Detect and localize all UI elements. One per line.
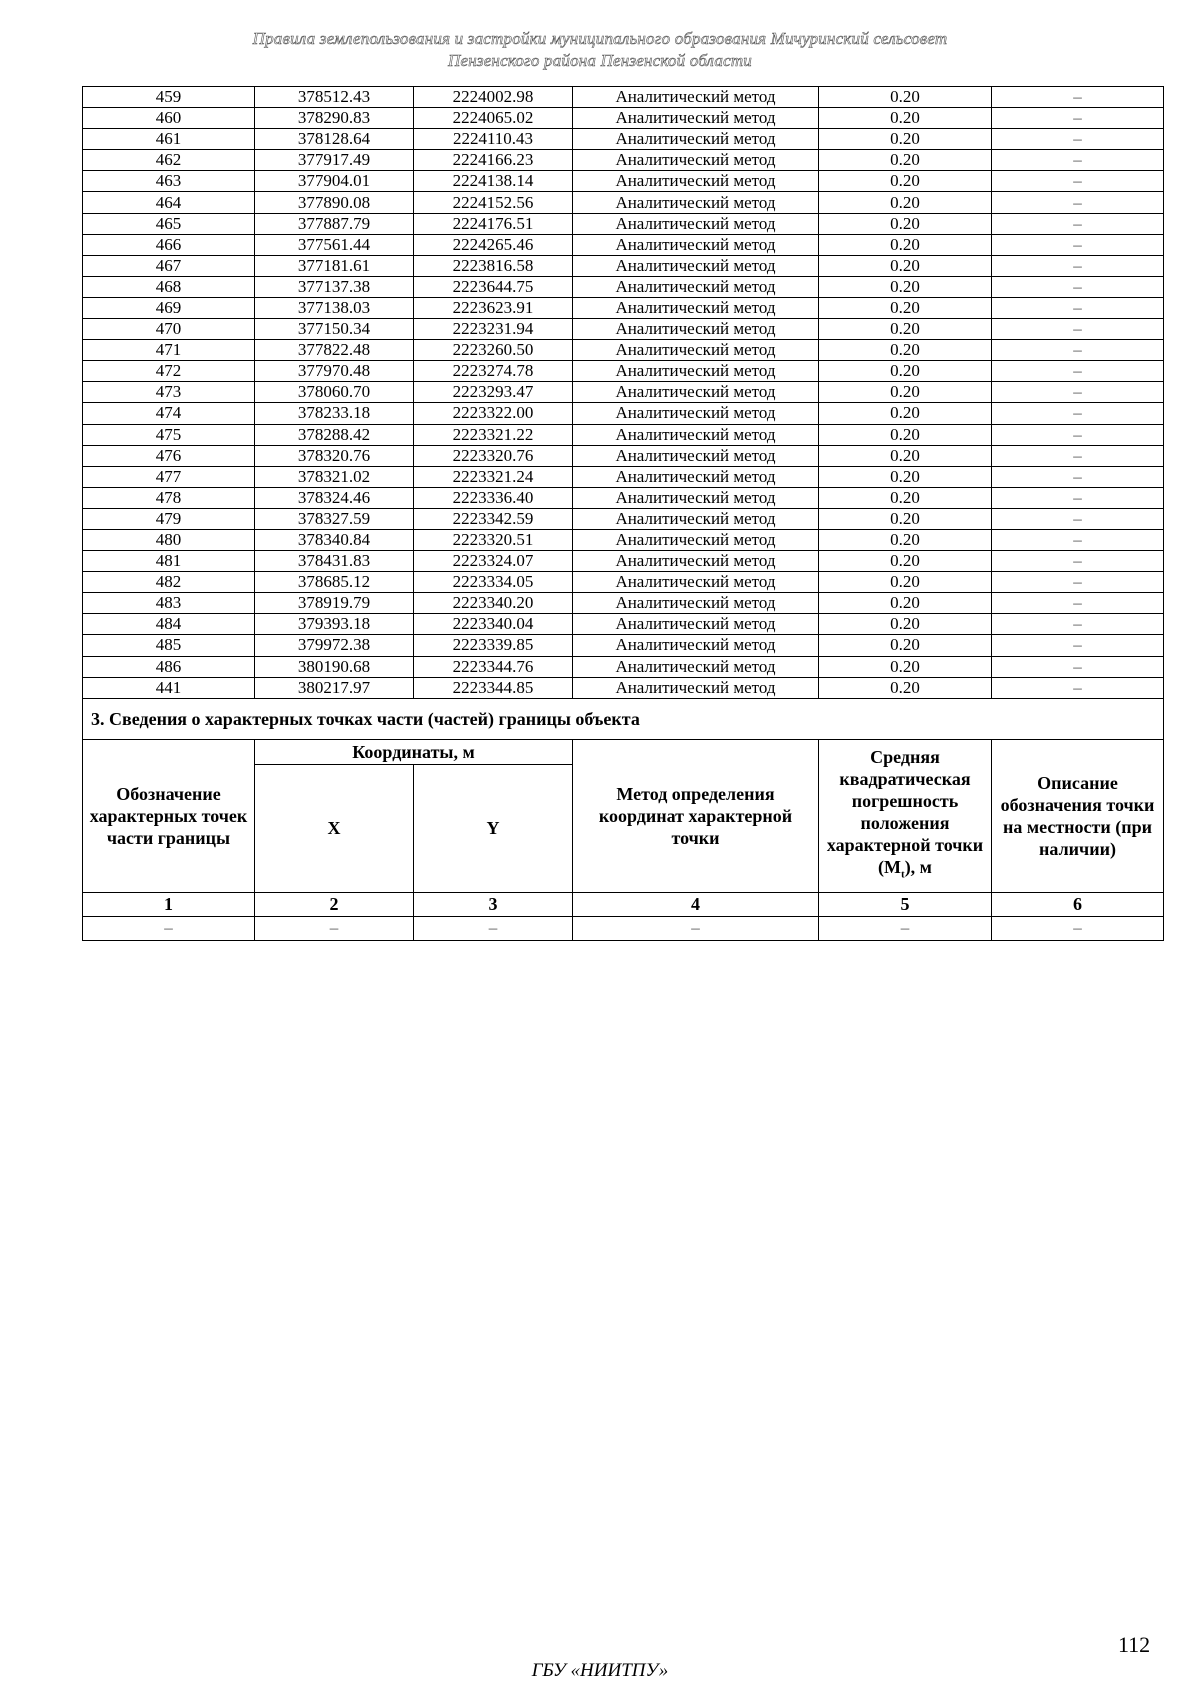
error-cell: 0.20 bbox=[819, 424, 992, 445]
method-cell: Аналитический метод bbox=[573, 424, 819, 445]
x-coordinate-cell: 378290.83 bbox=[255, 108, 414, 129]
error-cell: 0.20 bbox=[819, 276, 992, 297]
y-coordinate-cell: 2223340.20 bbox=[414, 593, 573, 614]
error-cell: 0.20 bbox=[819, 572, 992, 593]
x-coordinate-cell: 377890.08 bbox=[255, 192, 414, 213]
table-row bbox=[83, 656, 1164, 677]
description-cell: – bbox=[992, 487, 1164, 508]
x-coordinate-cell: 377822.48 bbox=[255, 340, 414, 361]
x-coordinate-cell: 380190.68 bbox=[255, 656, 414, 677]
page-footer: ГБУ «НИИТПУ» bbox=[531, 1660, 669, 1681]
description-cell: – bbox=[992, 572, 1164, 593]
point-number-cell: 465 bbox=[83, 213, 255, 234]
description-cell: – bbox=[992, 150, 1164, 171]
table-row bbox=[83, 171, 1164, 192]
method-cell: Аналитический метод bbox=[573, 361, 819, 382]
point-number-cell: 481 bbox=[83, 551, 255, 572]
point-number-cell: 466 bbox=[83, 234, 255, 255]
coordinates-rows bbox=[83, 87, 1164, 699]
x-coordinate-cell: 377137.38 bbox=[255, 276, 414, 297]
table-row bbox=[83, 635, 1164, 656]
x-coordinate-cell: 379972.38 bbox=[255, 635, 414, 656]
header-coordinates: Координаты, м bbox=[255, 739, 573, 764]
error-cell: 0.20 bbox=[819, 635, 992, 656]
y-coordinate-cell: 2224138.14 bbox=[414, 171, 573, 192]
x-coordinate-cell: 379393.18 bbox=[255, 614, 414, 635]
description-cell: – bbox=[992, 593, 1164, 614]
method-cell: Аналитический метод bbox=[573, 129, 819, 150]
error-cell: 0.20 bbox=[819, 677, 992, 698]
column-number: 6 bbox=[992, 892, 1164, 916]
error-cell: 0.20 bbox=[819, 171, 992, 192]
description-cell: – bbox=[992, 255, 1164, 276]
point-number-cell: 485 bbox=[83, 635, 255, 656]
method-cell: Аналитический метод bbox=[573, 192, 819, 213]
x-coordinate-cell: 377917.49 bbox=[255, 150, 414, 171]
point-number-cell: 460 bbox=[83, 108, 255, 129]
y-coordinate-cell: 2223623.91 bbox=[414, 297, 573, 318]
description-cell: – bbox=[992, 234, 1164, 255]
method-cell: Аналитический метод bbox=[573, 551, 819, 572]
table-row bbox=[83, 593, 1164, 614]
header-description: Описание обозначения точки на местности (при наличии) bbox=[992, 739, 1164, 892]
point-number-cell: 483 bbox=[83, 593, 255, 614]
point-number-cell: 480 bbox=[83, 529, 255, 550]
table-row bbox=[83, 213, 1164, 234]
point-number-cell: 474 bbox=[83, 403, 255, 424]
point-number-cell: 468 bbox=[83, 276, 255, 297]
table-row bbox=[83, 255, 1164, 276]
section-3 bbox=[83, 698, 1164, 940]
method-cell: Аналитический метод bbox=[573, 87, 819, 108]
y-coordinate-cell: 2223293.47 bbox=[414, 382, 573, 403]
header-line-1: Правила землепользования и застройки муниципального образования Мичуринский сельсовет bbox=[252, 29, 948, 48]
description-cell: – bbox=[992, 424, 1164, 445]
x-coordinate-cell: 378288.42 bbox=[255, 424, 414, 445]
x-coordinate-cell: 377970.48 bbox=[255, 361, 414, 382]
point-number-cell: 463 bbox=[83, 171, 255, 192]
description-cell: – bbox=[992, 361, 1164, 382]
column-number: 4 bbox=[573, 892, 819, 916]
error-cell: 0.20 bbox=[819, 403, 992, 424]
table-row bbox=[83, 487, 1164, 508]
description-cell: – bbox=[992, 635, 1164, 656]
description-cell: – bbox=[992, 382, 1164, 403]
error-cell: 0.20 bbox=[819, 508, 992, 529]
error-cell: 0.20 bbox=[819, 382, 992, 403]
x-coordinate-cell: 378324.46 bbox=[255, 487, 414, 508]
y-coordinate-cell: 2223342.59 bbox=[414, 508, 573, 529]
empty-cell: – bbox=[992, 916, 1164, 940]
error-cell: 0.20 bbox=[819, 466, 992, 487]
error-cell: 0.20 bbox=[819, 297, 992, 318]
empty-cell: – bbox=[83, 916, 255, 940]
x-coordinate-cell: 377181.61 bbox=[255, 255, 414, 276]
header-line-2: Пензенского района Пензенской области bbox=[448, 51, 752, 70]
table-row bbox=[83, 551, 1164, 572]
section-3-title: 3. Сведения о характерных точках части (частей) границы объекта bbox=[83, 698, 1164, 739]
column-number: 5 bbox=[819, 892, 992, 916]
method-cell: Аналитический метод bbox=[573, 614, 819, 635]
method-cell: Аналитический метод bbox=[573, 319, 819, 340]
x-coordinate-cell: 378060.70 bbox=[255, 382, 414, 403]
table-row bbox=[83, 382, 1164, 403]
y-coordinate-cell: 2223334.05 bbox=[414, 572, 573, 593]
method-cell: Аналитический метод bbox=[573, 635, 819, 656]
point-number-cell: 473 bbox=[83, 382, 255, 403]
y-coordinate-cell: 2224152.56 bbox=[414, 192, 573, 213]
header-method: Метод определения координат характерной точки bbox=[573, 739, 819, 892]
x-coordinate-cell: 378327.59 bbox=[255, 508, 414, 529]
error-cell: 0.20 bbox=[819, 108, 992, 129]
point-number-cell: 464 bbox=[83, 192, 255, 213]
description-cell: – bbox=[992, 297, 1164, 318]
method-cell: Аналитический метод bbox=[573, 213, 819, 234]
empty-cell: – bbox=[819, 916, 992, 940]
header-error bbox=[819, 739, 992, 892]
method-cell: Аналитический метод bbox=[573, 529, 819, 550]
error-cell: 0.20 bbox=[819, 234, 992, 255]
column-number: 1 bbox=[83, 892, 255, 916]
description-cell: – bbox=[992, 677, 1164, 698]
error-cell: 0.20 bbox=[819, 445, 992, 466]
point-number-cell: 484 bbox=[83, 614, 255, 635]
error-cell: 0.20 bbox=[819, 319, 992, 340]
method-cell: Аналитический метод bbox=[573, 382, 819, 403]
error-cell: 0.20 bbox=[819, 150, 992, 171]
x-coordinate-cell: 378431.83 bbox=[255, 551, 414, 572]
error-cell: 0.20 bbox=[819, 255, 992, 276]
error-cell: 0.20 bbox=[819, 87, 992, 108]
method-cell: Аналитический метод bbox=[573, 403, 819, 424]
x-coordinate-cell: 377138.03 bbox=[255, 297, 414, 318]
error-cell: 0.20 bbox=[819, 340, 992, 361]
x-coordinate-cell: 378128.64 bbox=[255, 129, 414, 150]
column-number: 3 bbox=[414, 892, 573, 916]
point-number-cell: 467 bbox=[83, 255, 255, 276]
method-cell: Аналитический метод bbox=[573, 572, 819, 593]
table-row bbox=[83, 108, 1164, 129]
table-row bbox=[83, 150, 1164, 171]
description-cell: – bbox=[992, 466, 1164, 487]
y-coordinate-cell: 2224166.23 bbox=[414, 150, 573, 171]
y-coordinate-cell: 2223644.75 bbox=[414, 276, 573, 297]
table-row bbox=[83, 129, 1164, 150]
point-number-cell: 472 bbox=[83, 361, 255, 382]
description-cell: – bbox=[992, 445, 1164, 466]
table-row bbox=[83, 466, 1164, 487]
point-number-cell: 476 bbox=[83, 445, 255, 466]
coordinates-table bbox=[82, 86, 1164, 941]
y-coordinate-cell: 2223231.94 bbox=[414, 319, 573, 340]
page-number: 112 bbox=[1118, 1632, 1151, 1657]
header-error-subscript: t bbox=[901, 868, 905, 881]
description-cell: – bbox=[992, 319, 1164, 340]
table-row bbox=[83, 677, 1164, 698]
description-cell: – bbox=[992, 108, 1164, 129]
header-error-text: Средняя квадратическая погрешность положения характерной точки (M bbox=[826, 746, 984, 877]
table-row bbox=[83, 572, 1164, 593]
description-cell: – bbox=[992, 403, 1164, 424]
y-coordinate-cell: 2223344.76 bbox=[414, 656, 573, 677]
point-number-cell: 475 bbox=[83, 424, 255, 445]
y-coordinate-cell: 2223340.04 bbox=[414, 614, 573, 635]
point-number-cell: 462 bbox=[83, 150, 255, 171]
method-cell: Аналитический метод bbox=[573, 466, 819, 487]
table-row bbox=[83, 614, 1164, 635]
description-cell: – bbox=[992, 508, 1164, 529]
table-row bbox=[83, 361, 1164, 382]
x-coordinate-cell: 377887.79 bbox=[255, 213, 414, 234]
y-coordinate-cell: 2223320.76 bbox=[414, 445, 573, 466]
table-row bbox=[83, 319, 1164, 340]
method-cell: Аналитический метод bbox=[573, 234, 819, 255]
method-cell: Аналитический метод bbox=[573, 108, 819, 129]
description-cell: – bbox=[992, 529, 1164, 550]
point-number-cell: 461 bbox=[83, 129, 255, 150]
description-cell: – bbox=[992, 171, 1164, 192]
y-coordinate-cell: 2224176.51 bbox=[414, 213, 573, 234]
error-cell: 0.20 bbox=[819, 551, 992, 572]
point-number-cell: 471 bbox=[83, 340, 255, 361]
y-coordinate-cell: 2223320.51 bbox=[414, 529, 573, 550]
header-x: X bbox=[255, 764, 414, 892]
method-cell: Аналитический метод bbox=[573, 255, 819, 276]
y-coordinate-cell: 2223321.24 bbox=[414, 466, 573, 487]
error-cell: 0.20 bbox=[819, 593, 992, 614]
description-cell: – bbox=[992, 213, 1164, 234]
table-row bbox=[83, 403, 1164, 424]
error-cell: 0.20 bbox=[819, 529, 992, 550]
method-cell: Аналитический метод bbox=[573, 276, 819, 297]
point-number-cell: 478 bbox=[83, 487, 255, 508]
table-row bbox=[83, 297, 1164, 318]
header-y: Y bbox=[414, 764, 573, 892]
x-coordinate-cell: 377150.34 bbox=[255, 319, 414, 340]
x-coordinate-cell: 378321.02 bbox=[255, 466, 414, 487]
description-cell: – bbox=[992, 656, 1164, 677]
method-cell: Аналитический метод bbox=[573, 593, 819, 614]
error-cell: 0.20 bbox=[819, 614, 992, 635]
y-coordinate-cell: 2223344.85 bbox=[414, 677, 573, 698]
y-coordinate-cell: 2223321.22 bbox=[414, 424, 573, 445]
header-point-designation: Обозначение характерных точек части границы bbox=[83, 739, 255, 892]
y-coordinate-cell: 2223274.78 bbox=[414, 361, 573, 382]
description-cell: – bbox=[992, 129, 1164, 150]
page-header bbox=[0, 28, 1200, 72]
method-cell: Аналитический метод bbox=[573, 445, 819, 466]
method-cell: Аналитический метод bbox=[573, 340, 819, 361]
error-cell: 0.20 bbox=[819, 487, 992, 508]
x-coordinate-cell: 380217.97 bbox=[255, 677, 414, 698]
method-cell: Аналитический метод bbox=[573, 171, 819, 192]
x-coordinate-cell: 378512.43 bbox=[255, 87, 414, 108]
y-coordinate-cell: 2223324.07 bbox=[414, 551, 573, 572]
table-row bbox=[83, 508, 1164, 529]
y-coordinate-cell: 2223336.40 bbox=[414, 487, 573, 508]
method-cell: Аналитический метод bbox=[573, 487, 819, 508]
description-cell: – bbox=[992, 87, 1164, 108]
y-coordinate-cell: 2223260.50 bbox=[414, 340, 573, 361]
x-coordinate-cell: 378320.76 bbox=[255, 445, 414, 466]
description-cell: – bbox=[992, 551, 1164, 572]
table-row bbox=[83, 340, 1164, 361]
error-cell: 0.20 bbox=[819, 129, 992, 150]
description-cell: – bbox=[992, 340, 1164, 361]
point-number-cell: 479 bbox=[83, 508, 255, 529]
x-coordinate-cell: 377904.01 bbox=[255, 171, 414, 192]
method-cell: Аналитический метод bbox=[573, 656, 819, 677]
error-cell: 0.20 bbox=[819, 656, 992, 677]
point-number-cell: 482 bbox=[83, 572, 255, 593]
point-number-cell: 477 bbox=[83, 466, 255, 487]
description-cell: – bbox=[992, 192, 1164, 213]
y-coordinate-cell: 2224065.02 bbox=[414, 108, 573, 129]
point-number-cell: 459 bbox=[83, 87, 255, 108]
method-cell: Аналитический метод bbox=[573, 297, 819, 318]
table-row bbox=[83, 87, 1164, 108]
y-coordinate-cell: 2224002.98 bbox=[414, 87, 573, 108]
empty-cell: – bbox=[255, 916, 414, 940]
x-coordinate-cell: 378233.18 bbox=[255, 403, 414, 424]
x-coordinate-cell: 377561.44 bbox=[255, 234, 414, 255]
column-number: 2 bbox=[255, 892, 414, 916]
y-coordinate-cell: 2224110.43 bbox=[414, 129, 573, 150]
error-cell: 0.20 bbox=[819, 192, 992, 213]
description-cell: – bbox=[992, 614, 1164, 635]
table-row bbox=[83, 234, 1164, 255]
error-cell: 0.20 bbox=[819, 361, 992, 382]
point-number-cell: 470 bbox=[83, 319, 255, 340]
y-coordinate-cell: 2223339.85 bbox=[414, 635, 573, 656]
empty-cell: – bbox=[573, 916, 819, 940]
table-row bbox=[83, 445, 1164, 466]
header-error-unit: ), м bbox=[904, 856, 932, 877]
point-number-cell: 486 bbox=[83, 656, 255, 677]
y-coordinate-cell: 2224265.46 bbox=[414, 234, 573, 255]
description-cell: – bbox=[992, 276, 1164, 297]
table-row bbox=[83, 192, 1164, 213]
table-row bbox=[83, 529, 1164, 550]
empty-data-row bbox=[83, 916, 1164, 940]
x-coordinate-cell: 378685.12 bbox=[255, 572, 414, 593]
point-number-cell: 441 bbox=[83, 677, 255, 698]
empty-cell: – bbox=[414, 916, 573, 940]
table-row bbox=[83, 276, 1164, 297]
method-cell: Аналитический метод bbox=[573, 150, 819, 171]
x-coordinate-cell: 378919.79 bbox=[255, 593, 414, 614]
error-cell: 0.20 bbox=[819, 213, 992, 234]
column-numbers-row bbox=[83, 892, 1164, 916]
point-number-cell: 469 bbox=[83, 297, 255, 318]
method-cell: Аналитический метод bbox=[573, 677, 819, 698]
y-coordinate-cell: 2223816.58 bbox=[414, 255, 573, 276]
y-coordinate-cell: 2223322.00 bbox=[414, 403, 573, 424]
method-cell: Аналитический метод bbox=[573, 508, 819, 529]
table-row bbox=[83, 424, 1164, 445]
x-coordinate-cell: 378340.84 bbox=[255, 529, 414, 550]
